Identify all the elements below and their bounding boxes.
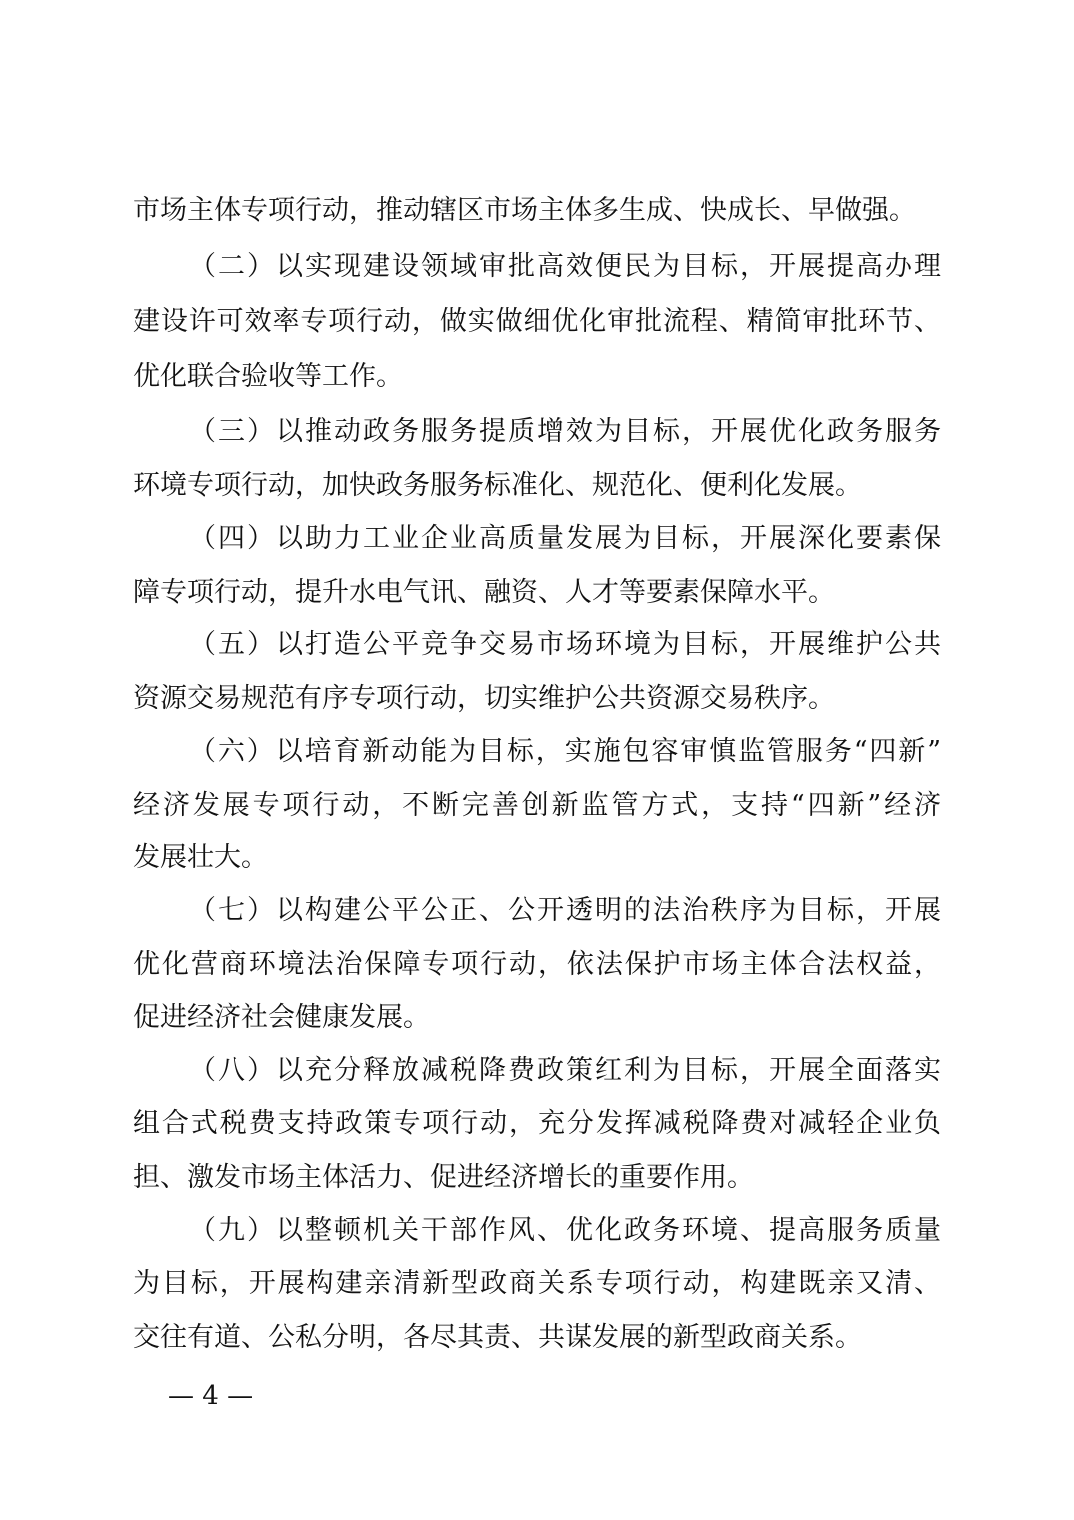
paragraph-line: （六）以培育新动能为目标，实施包容审慎监管服务“四新” <box>189 736 941 767</box>
paragraph-line: （五）以打造公平竞争交易市场环境为目标，开展维护公共 <box>189 629 941 660</box>
paragraph-line: 组合式税费支持政策专项行动，充分发挥减税降费对减轻企业负 <box>133 1108 941 1139</box>
paragraph-line: 发展壮大。 <box>133 842 268 873</box>
paragraph-line: （二）以实现建设领域审批高效便民为目标，开展提高办理 <box>189 251 941 282</box>
paragraph-line: （七）以构建公平公正、公开透明的法治秩序为目标，开展 <box>189 895 941 926</box>
paragraph-line: 优化营商环境法治保障专项行动，依法保护市场主体合法权益， <box>133 949 941 980</box>
paragraph-line: （九）以整顿机关干部作风、优化政务环境、提高服务质量 <box>189 1215 941 1246</box>
paragraph-line: 促进经济社会健康发展。 <box>133 1002 430 1033</box>
paragraph-line: 担、激发市场主体活力、促进经济增长的重要作用。 <box>133 1162 754 1193</box>
paragraph-line: 为目标，开展构建亲清新型政商关系专项行动，构建既亲又清、 <box>133 1268 941 1299</box>
paragraph-line: （八）以充分释放减税降费政策红利为目标，开展全面落实 <box>189 1055 941 1086</box>
paragraph-line: 经济发展专项行动，不断完善创新监管方式，支持“四新”经济 <box>133 790 941 821</box>
paragraph-line: （四）以助力工业企业高质量发展为目标，开展深化要素保 <box>189 523 941 554</box>
paragraph-line: 建设许可效率专项行动，做实做细优化审批流程、精简审批环节、 <box>133 306 941 337</box>
paragraph-line: 优化联合验收等工作。 <box>133 361 403 392</box>
page-number: — 4 — <box>168 1381 254 1411</box>
paragraph-line: 资源交易规范有序专项行动，切实维护公共资源交易秩序。 <box>133 683 835 714</box>
paragraph-line: （三）以推动政务服务提质增效为目标，开展优化政务服务 <box>189 416 941 447</box>
paragraph-line: 市场主体专项行动，推动辖区市场主体多生成、快成长、早做强。 <box>133 195 916 226</box>
paragraph-line: 环境专项行动，加快政务服务标准化、规范化、便利化发展。 <box>133 470 862 501</box>
paragraph-line: 交往有道、公私分明，各尽其责、共谋发展的新型政商关系。 <box>133 1322 862 1353</box>
paragraph-line: 障专项行动，提升水电气讯、融资、人才等要素保障水平。 <box>133 577 835 608</box>
